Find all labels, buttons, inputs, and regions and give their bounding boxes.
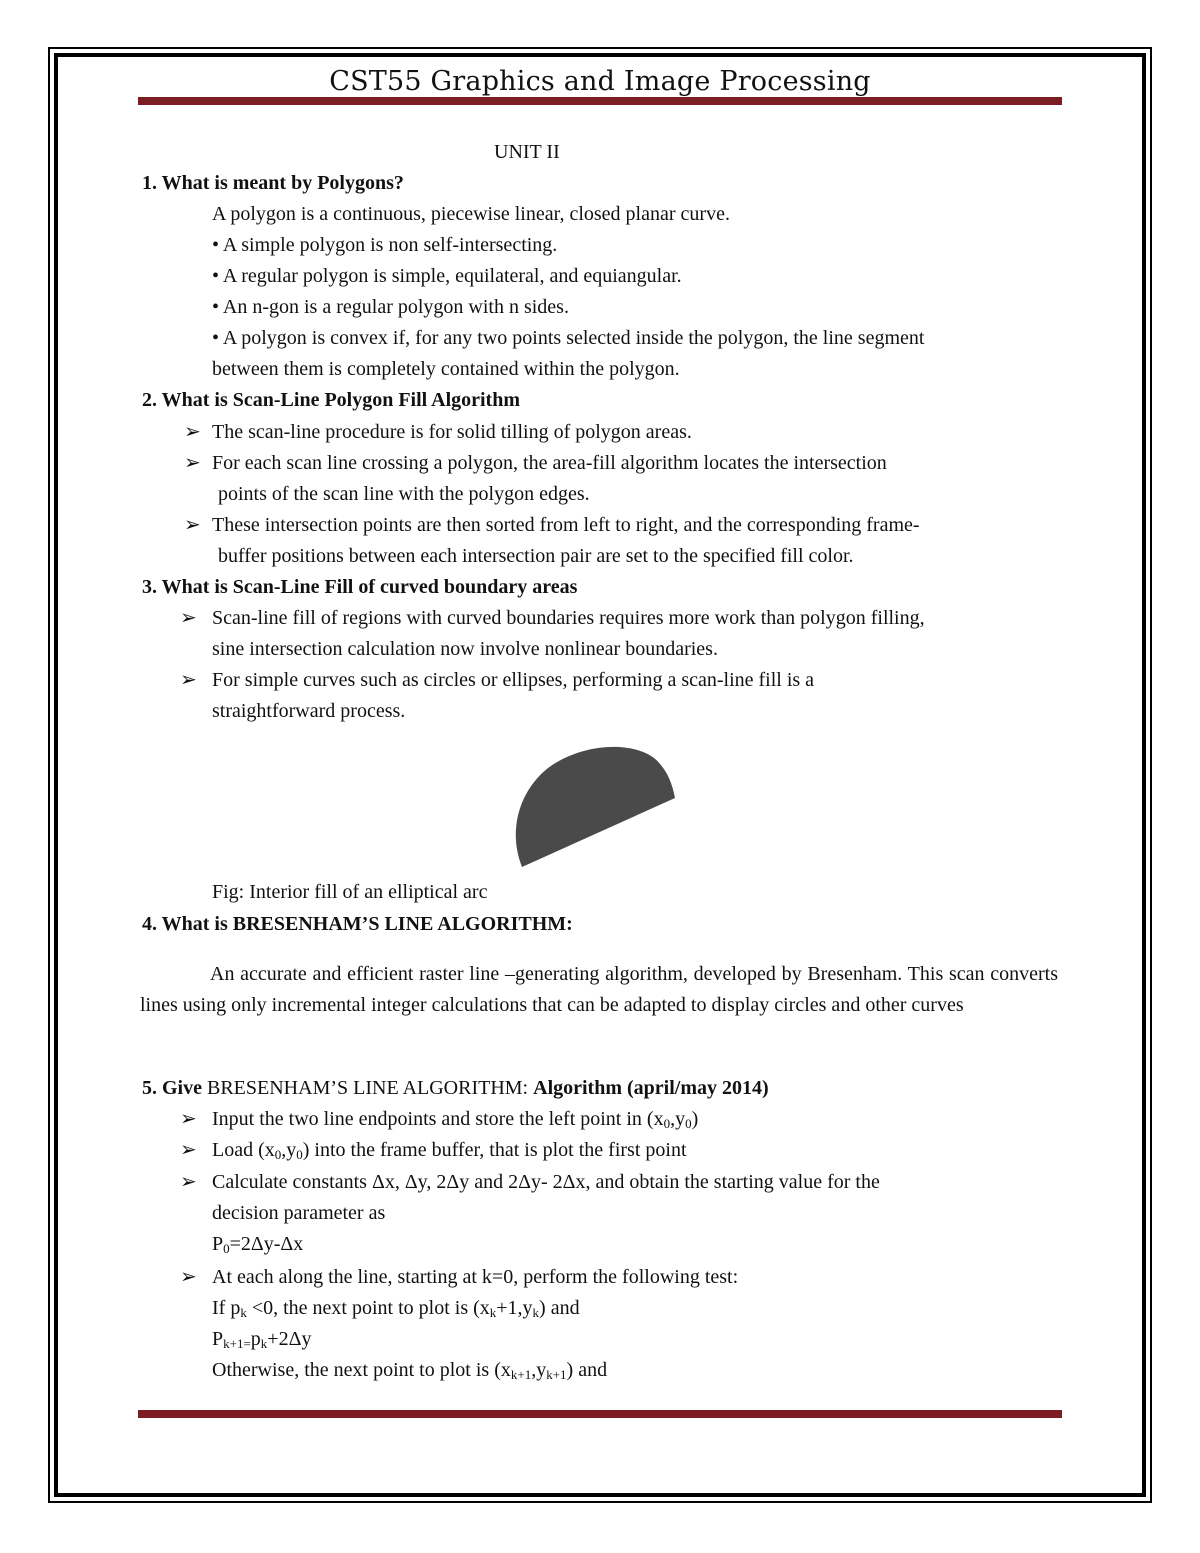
q4-title: 4. What is BRESENHAM’S LINE ALGORITHM: [142, 913, 573, 935]
footer-rule [138, 1410, 1062, 1418]
arrow-bullet-icon: ➢ [180, 1108, 197, 1130]
q4-paragraph: An accurate and efficient raster line –generating algorithm, developed by Bresenham. This scan converts lines using only incremental integer calculations that can be adapted to display circles and other curves [140, 963, 1058, 1016]
q5-step-4-if: If $p_k <0$, the next point to plot is $(x_k+1,y_k)$ and [212, 1297, 580, 1320]
q3-item-1: Scan-line fill of regions with curved boundaries requires more work than polygon filling, [212, 607, 925, 629]
q5-title [142, 1076, 769, 1100]
q2-title: 2. What is Scan-Line Polygon Fill Algorithm [142, 389, 520, 411]
q1-title: 1. What is meant by Polygons? [142, 172, 404, 194]
q5-step-3: Calculate constants Δx, Δy, 2Δy and 2Δy- 2Δx, and obtain the starting value for the [212, 1171, 880, 1193]
q1-bullet-4: • A polygon is convex if, for any two points selected inside the polygon, the line segment [212, 327, 925, 349]
q5-step-2: Load $(x_0,y_0)$ into the frame buffer, that is plot the first point [212, 1139, 687, 1162]
arrow-bullet-icon: ➢ [180, 607, 197, 629]
q3-item-1-cont: sine intersection calculation now involve nonlinear boundaries. [212, 638, 718, 660]
header-rule [138, 97, 1062, 105]
arrow-bullet-icon: ➢ [184, 514, 201, 536]
q1-bullet-4-cont: between them is completely contained within the polygon. [212, 358, 680, 380]
q5-p0-formula: $P_0=2\Delta y-\Delta x$ [212, 1233, 304, 1256]
arrow-bullet-icon: ➢ [180, 1171, 197, 1193]
arrow-bullet-icon: ➢ [180, 1266, 197, 1288]
elliptical-arc-fill-figure [500, 740, 690, 880]
q3-item-2: For simple curves such as circles or ellipses, performing a scan-line fill is a [212, 669, 815, 691]
q1-bullet-2: • A regular polygon is simple, equilateral, and equiangular. [212, 265, 682, 287]
figure-caption: Fig: Interior fill of an elliptical arc [212, 881, 488, 903]
q2-item-3: These intersection points are then sorted from left to right, and the corresponding frame- [212, 514, 920, 536]
q5-step-4-pk1: $P_{k+1=}p_k+2\Delta y$ [212, 1328, 312, 1351]
arrow-bullet-icon: ➢ [180, 669, 197, 691]
header-title: CST55 Graphics and Image Processing [329, 66, 871, 97]
q3-item-2-cont: straightforward process. [212, 700, 406, 722]
q2-item-3-cont: buffer positions between each intersection pair are set to the specified fill color. [218, 545, 854, 567]
unit-heading: UNIT II [494, 141, 560, 163]
q5-step-3-cont: decision parameter as [212, 1202, 386, 1224]
arrow-bullet-icon: ➢ [184, 452, 201, 474]
q2-item-2-cont: points of the scan line with the polygon edges. [218, 483, 590, 505]
q2-item-1: The scan-line procedure is for solid tilling of polygon areas. [212, 421, 692, 443]
q5-title-b: BRESENHAM’S LINE ALGORITHM: [207, 1077, 534, 1099]
q5-step-4: At each along the line, starting at k=0, perform the following test: [212, 1266, 739, 1288]
q2-item-2: For each scan line crossing a polygon, the area-fill algorithm locates the intersection [212, 452, 887, 474]
q3-title: 3. What is Scan-Line Fill of curved boundary areas [142, 576, 578, 598]
q1-bullet-3: • An n-gon is a regular polygon with n sides. [212, 296, 569, 318]
q5-title-a: 5. Give [142, 1077, 207, 1099]
q5-step-4-otherwise: Otherwise, the next point to plot is $(x_{k+1},y_{k+1})$ and [212, 1359, 608, 1382]
arrow-bullet-icon: ➢ [180, 1139, 197, 1161]
q1-intro: A polygon is a continuous, piecewise linear, closed planar curve. [212, 203, 730, 225]
arrow-bullet-icon: ➢ [184, 421, 201, 443]
q5-step-1: Input the two line endpoints and store the left point in $(x_0,y_0)$ [212, 1108, 699, 1131]
q1-bullet-1: • A simple polygon is non self-intersecting. [212, 234, 558, 256]
q5-title-c: Algorithm (april/may 2014) [533, 1077, 769, 1099]
